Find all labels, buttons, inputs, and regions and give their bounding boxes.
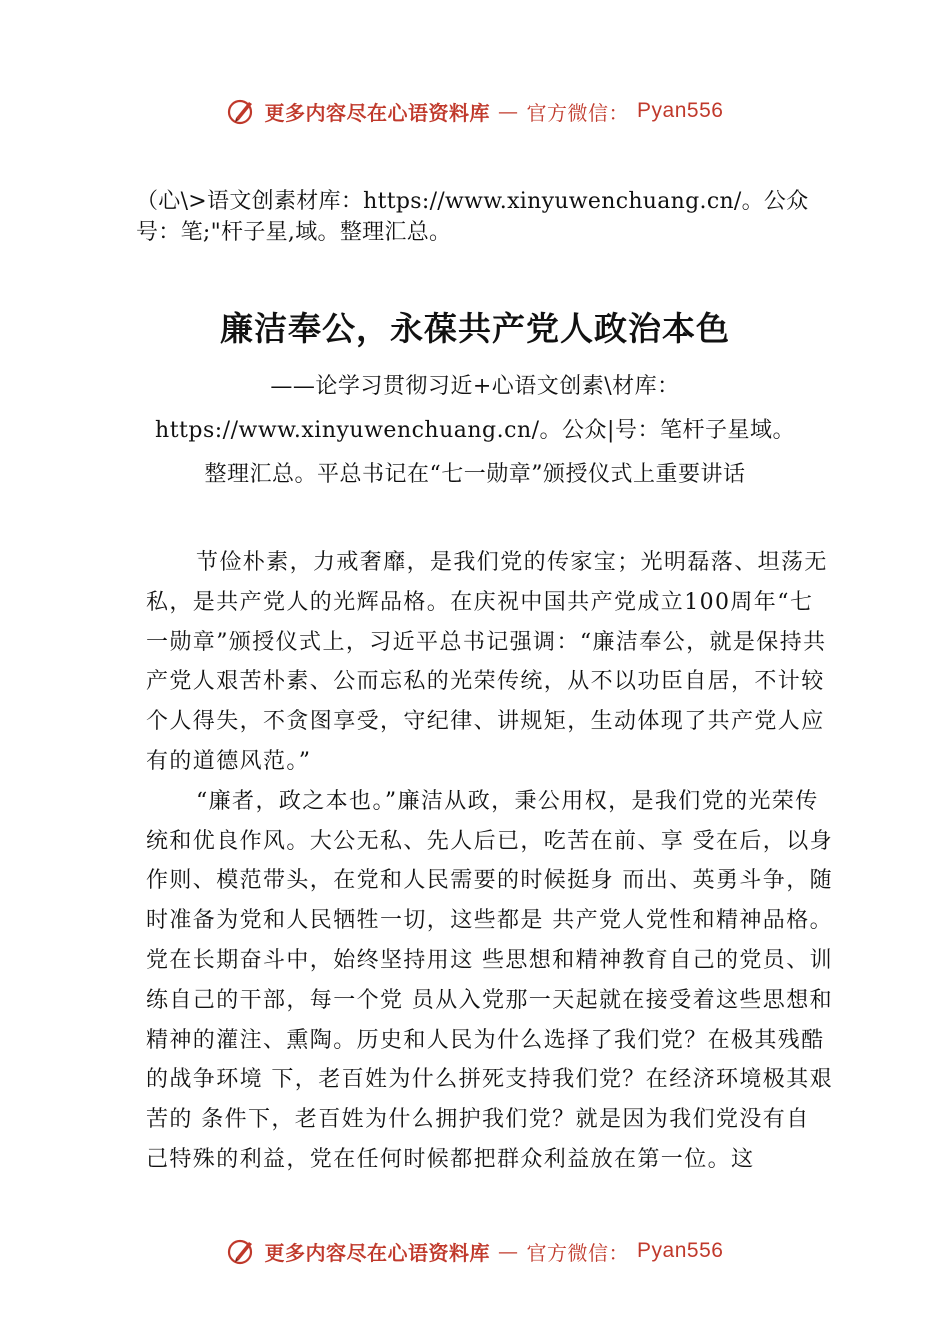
banner-wechat-id: Pyan556 [637, 1239, 724, 1262]
banner-dash: — [498, 99, 519, 123]
paragraph: 节俭朴素，力戒奢靡，是我们党的传家宝；光明磊落、坦荡无私，是共产党人的光辉品格。在庆祝中国共产党成立100周年“七一勋章”颁授仪式上，习近平总书记强调：“廉洁奉公，就是保持共产党人艰苦朴素、公而忘私的光荣传统，从不以功臣自居，不计较个人得失，不贪图享受，守纪律、讲规矩，生动体现了共产党人应有的道德风范。” [146, 550, 828, 774]
pen-logo-icon [227, 1236, 257, 1266]
page-title: 廉洁奉公，永葆共产党人政治本色 [220, 309, 730, 348]
source-note: （心\>语文创素材库：https://www.xinyuwenchuang.cn/。公众号：笔;"杆子星,域。整理汇总。 [136, 189, 809, 245]
footer-banner [0, 1236, 950, 1266]
paragraph: “廉者，政之本也。”廉洁从政，秉公用权，是我们党的光荣传统和优良作风。大公无私、先人后已，吃苦在前、享 受在后，以身作则、模范带头，在党和人民需要的时候挺身 而出、英勇斗争，随时准备为党和人民牺牲一切，这些都是 共产党人党性和精神品格。党在长期奋斗中，始终坚持用这 些思想和精神教育自己的党员、训练自己的干部，每一个党 员从入党那一天起就在接受着这些思想和精神的灌注、熏陶。历史和人民为什么选择了我们党？在极其残酷的战争环境 下，老百姓为什么拼死支持我们党？在经济环境极其艰苦的 条件下，老百姓为什么拥护我们党？就是因为我们党没有自 己特殊的利益，党在任何时候都把群众利益放在第一位。这 [146, 788, 833, 1172]
banner-wechat-id: Pyan556 [637, 99, 724, 122]
header-banner [0, 96, 950, 126]
article-body [146, 543, 836, 1180]
banner-site-name: 更多内容尽在心语资料库 [264, 100, 491, 125]
banner-wechat-label: 官方微信： [526, 100, 630, 125]
pen-logo-icon [227, 96, 257, 126]
banner-wechat-label: 官方微信： [526, 1240, 630, 1265]
page-subtitle: ——论学习贯彻习近+心语文创素\材库：https://www.xinyuwenchuang.cn/。公众|号：笔杆子星域。整理汇总。平总书记在“七一勋章”颁授仪式上重要讲话 [155, 374, 795, 487]
banner-dash: — [498, 1239, 519, 1263]
banner-site-name: 更多内容尽在心语资料库 [264, 1240, 491, 1265]
